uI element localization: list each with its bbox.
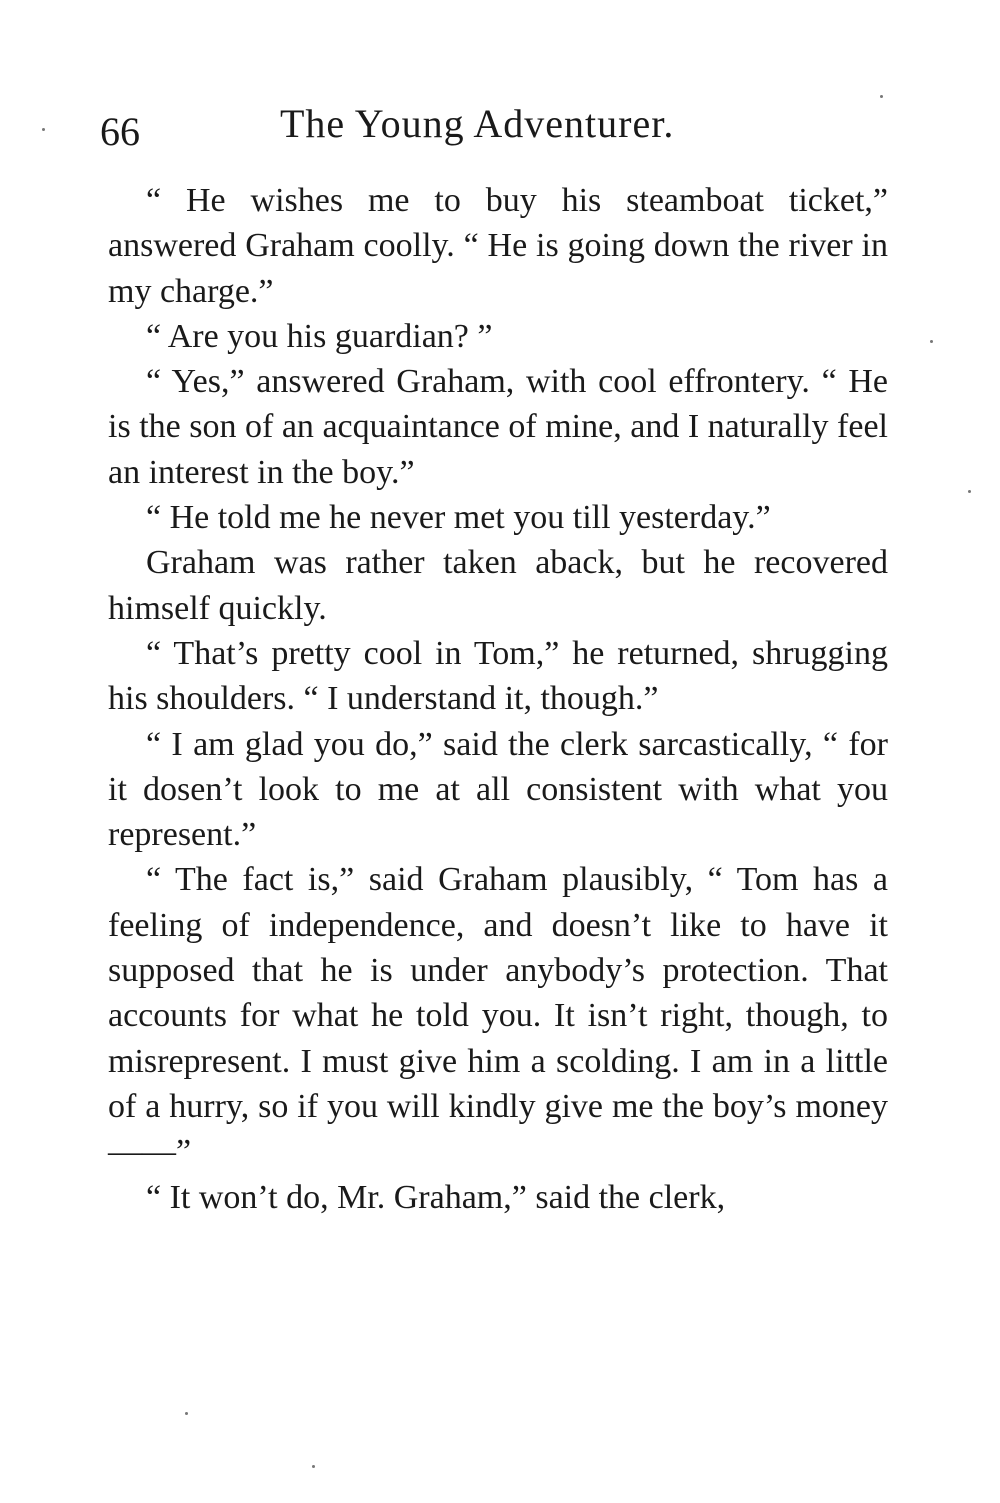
paragraph: Graham was rather taken aback, but he recovered himself quickly. bbox=[108, 544, 888, 627]
paragraph: “ Are you his guardian? ” bbox=[146, 317, 493, 355]
paragraph: “ I am glad you do,” said the clerk sarcastically, “ for it dosen’t look to me at all consistent with what you represent.” bbox=[108, 725, 888, 854]
scan-speck bbox=[185, 1412, 188, 1415]
page-number: 66 bbox=[100, 109, 140, 154]
paragraph: “ The fact is,” said Graham plausibly, “ Tom has a feeling of independence, and doesn’t like to have it supposed that he is under anybody’s protection. That accounts for what he told you. It isn’t right, though, to misrepresent. I must give him a scolding. I am in a little of a hurry, so if you will kindly give me the boy’s money——” bbox=[108, 861, 888, 1171]
paragraph: “ That’s pretty cool in Tom,” he returned, shrugging his shoulders. “ I understand it, though.” bbox=[108, 634, 888, 718]
paragraph: “ He wishes me to buy his steamboat ticket,” answered Graham coolly. “ He is going down the river in my charge.” bbox=[108, 182, 888, 310]
scan-speck bbox=[968, 490, 971, 493]
scan-speck bbox=[930, 340, 933, 343]
running-title: The Young Adventurer. bbox=[280, 101, 675, 146]
paragraph: “ Yes,” answered Graham, with cool effrontery. “ He is the son of an acquaintance of mine, and I naturally feel an interest in the boy.” bbox=[108, 363, 888, 491]
paragraph: “ It won’t do, Mr. Graham,” said the clerk, bbox=[146, 1178, 726, 1216]
body-text bbox=[108, 178, 888, 1220]
page-header bbox=[100, 100, 900, 160]
paragraph: “ He told me he never met you till yesterday.” bbox=[146, 499, 771, 537]
scan-speck bbox=[42, 128, 45, 131]
scan-speck bbox=[312, 1465, 315, 1468]
scan-speck bbox=[880, 95, 883, 98]
